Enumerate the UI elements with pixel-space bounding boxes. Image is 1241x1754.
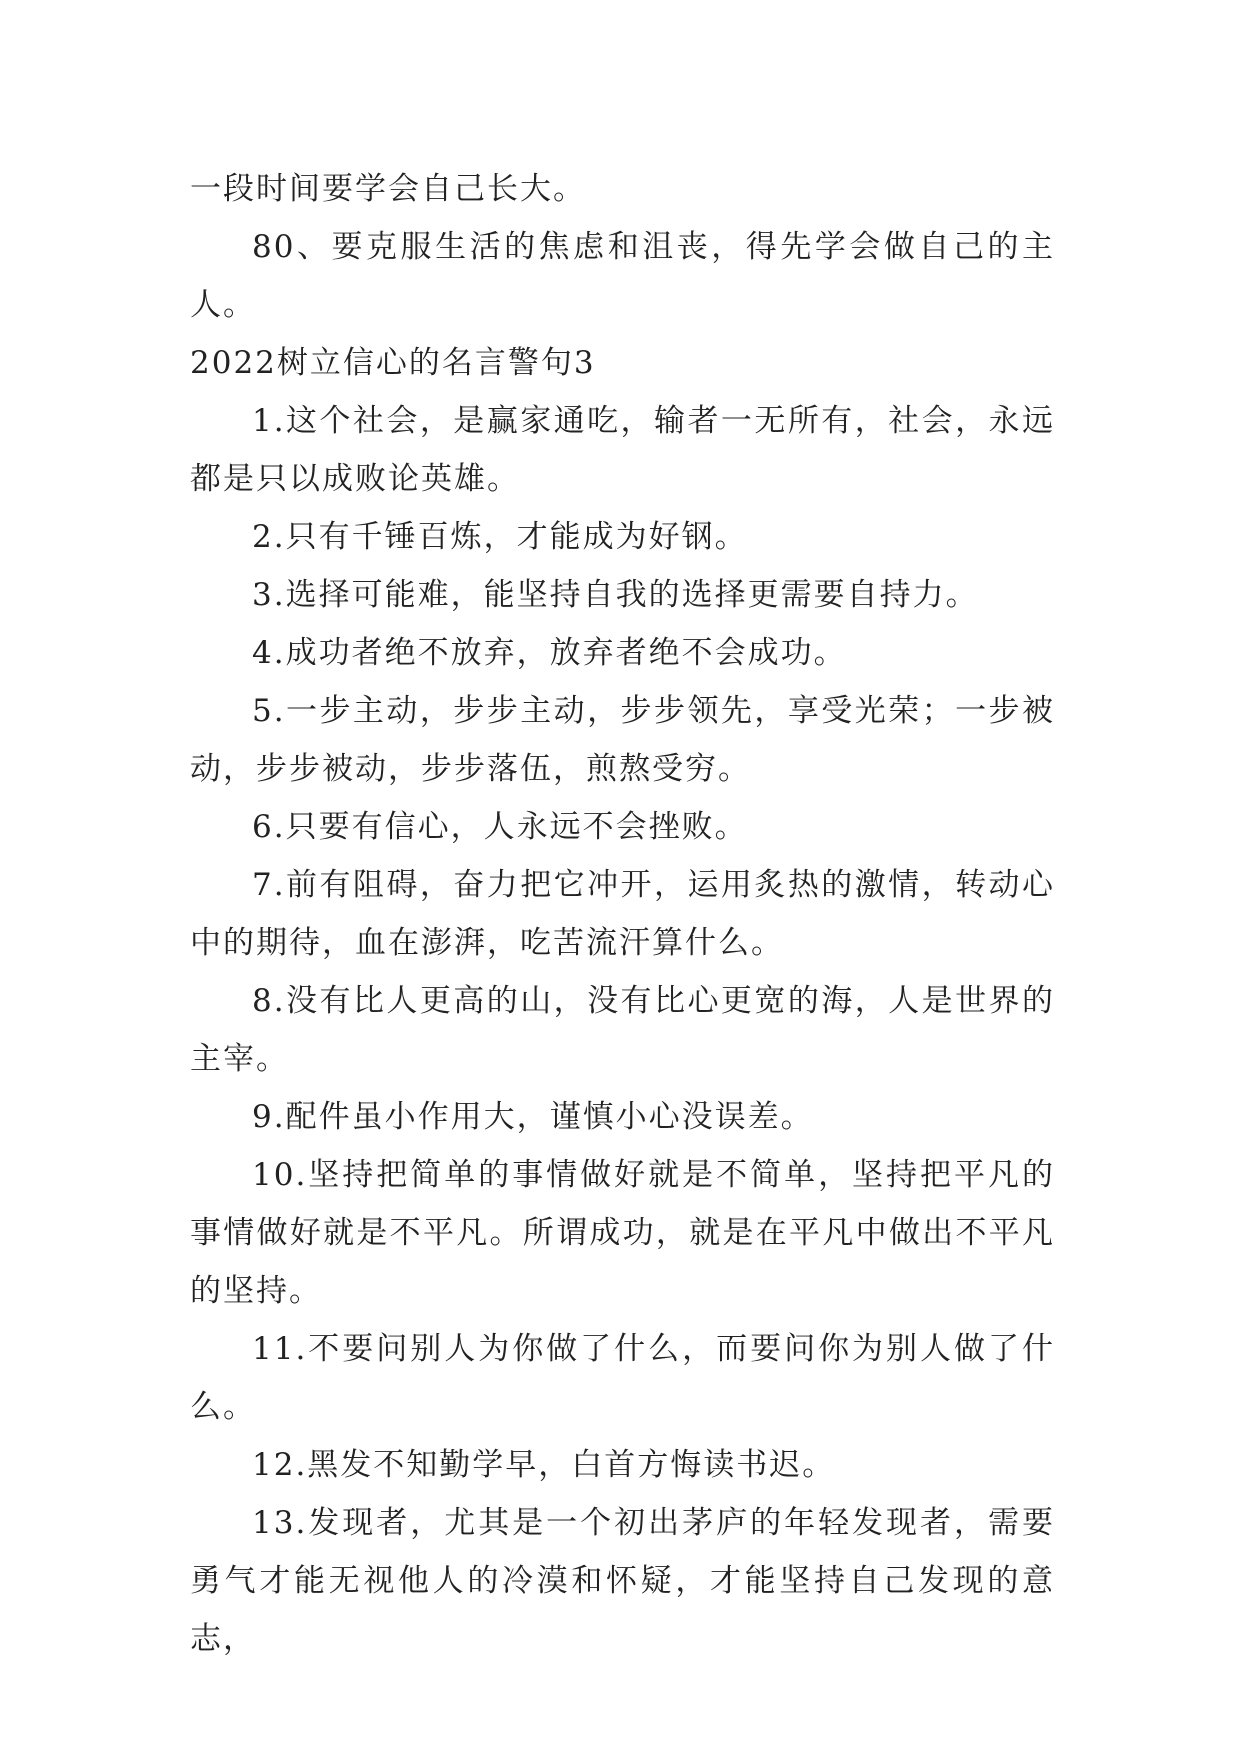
quote-4: 4.成功者绝不放弃，放弃者绝不会成功。: [252, 635, 847, 671]
document-body: [190, 160, 1055, 1668]
quote-2: 2.只有千锤百炼，才能成为好钢。: [252, 519, 748, 555]
quote-12: 12.黑发不知勤学早，白首方悔读书迟。: [252, 1447, 836, 1483]
quote-13: 13.发现者，尤其是一个初出茅庐的年轻发现者，需要勇气才能无视他人的冷漠和怀疑，才能坚持自己发现的意志，: [190, 1505, 1055, 1657]
section-heading: 2022树立信心的名言警句3: [190, 345, 596, 381]
quote-1: 1.这个社会，是赢家通吃，输者一无所有，社会，永远都是只以成败论英雄。: [190, 403, 1055, 497]
quote-5: 5.一步主动，步步主动，步步领先，享受光荣；一步被动，步步被动，步步落伍，煎熬受穷。: [190, 693, 1055, 787]
quote-7: 7.前有阻碍，奋力把它冲开，运用炙热的激情，转动心中的期待，血在澎湃，吃苦流汗算什么。: [190, 867, 1055, 961]
quote-3: 3.选择可能难，能坚持自我的选择更需要自持力。: [252, 577, 979, 613]
quote-8: 8.没有比人更高的山，没有比心更宽的海，人是世界的主宰。: [190, 983, 1055, 1077]
quote-9: 9.配件虽小作用大，谨慎小心没误差。: [252, 1099, 814, 1135]
paragraph-continuation: 一段时间要学会自己长大。: [190, 171, 586, 207]
quote-10: 10.坚持把简单的事情做好就是不简单，坚持把平凡的事情做好就是不平凡。所谓成功，就是在平凡中做出不平凡的坚持。: [190, 1157, 1055, 1309]
quote-11: 11.不要问别人为你做了什么，而要问你为别人做了什么。: [190, 1331, 1055, 1425]
quote-6: 6.只要有信心，人永远不会挫败。: [252, 809, 748, 845]
quote-80: 80、要克服生活的焦虑和沮丧，得先学会做自己的主人。: [190, 229, 1055, 323]
